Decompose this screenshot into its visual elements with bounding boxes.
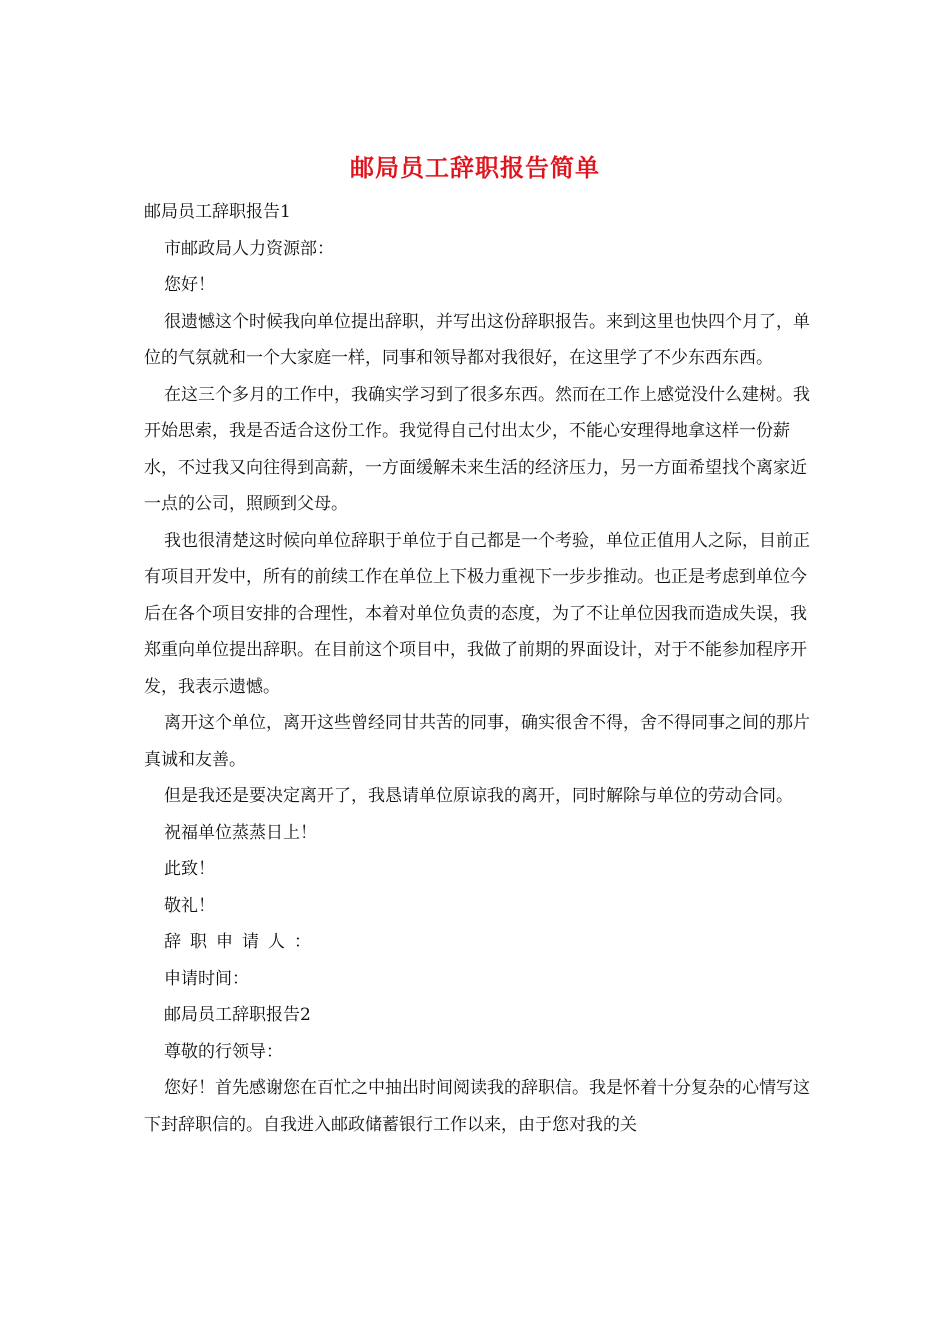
paragraph: 邮局员工辞职报告2 [164, 1005, 311, 1025]
paragraph: 您好！ [164, 275, 215, 295]
paragraph: 但是我还是要决定离开了，我恳请单位原谅我的离开，同时解除与单位的劳动合同。 [164, 786, 793, 806]
document-body [144, 194, 816, 1143]
paragraph: 您好！首先感谢您在百忙之中抽出时间阅读我的辞职信。我是怀着十分复杂的心情写这下封辞职信的。自我进入邮政储蓄银行工作以来，由于您对我的关 [144, 1078, 810, 1135]
paragraph: 我也很清楚这时候向单位辞职于单位于自己都是一个考验，单位正值用人之际，目前正有项目开发中，所有的前续工作在单位上下极力重视下一步步推动。也正是考虑到单位今后在各个项目安排的合理性，本着对单位负责的态度，为了不让单位因我而造成失误，我郑重向单位提出辞职。在目前这个项目中，我做了前期的界面设计，对于不能参加程序开发，我表示遗憾。 [144, 530, 810, 697]
paragraph: 尊敬的行领导： [164, 1041, 283, 1062]
paragraph: 离开这个单位，离开这些曾经同甘共苦的同事，确实很舍不得，舍不得同事之间的那片真诚和友善。 [144, 713, 810, 770]
paragraph: 市邮政局人力资源部： [164, 238, 334, 259]
paragraph: 辞职申请人： [164, 932, 320, 952]
paragraph: 祝福单位蒸蒸日上！ [164, 822, 317, 843]
paragraph: 很遗憾这个时候我向单位提出辞职，并写出这份辞职报告。来到这里也快四个月了，单位的气氛就和一个大家庭一样，同事和领导都对我很好，在这里学了不少东西东西。 [144, 311, 810, 368]
paragraph: 敬礼！ [164, 895, 215, 916]
paragraph: 邮局员工辞职报告1 [144, 202, 291, 222]
document-title: 邮局员工辞职报告简单 [350, 153, 600, 182]
paragraph: 此致！ [164, 859, 215, 879]
paragraph: 在这三个多月的工作中，我确实学习到了很多东西。然而在工作上感觉没什么建树。我开始思索，我是否适合这份工作。我觉得自己付出太少，不能心安理得地拿这样一份薪水，不过我又向往得到高薪，一方面缓解未来生活的经济压力，另一方面希望找个离家近一点的公司，照顾到父母。 [144, 384, 810, 514]
paragraph: 申请时间： [164, 968, 249, 989]
